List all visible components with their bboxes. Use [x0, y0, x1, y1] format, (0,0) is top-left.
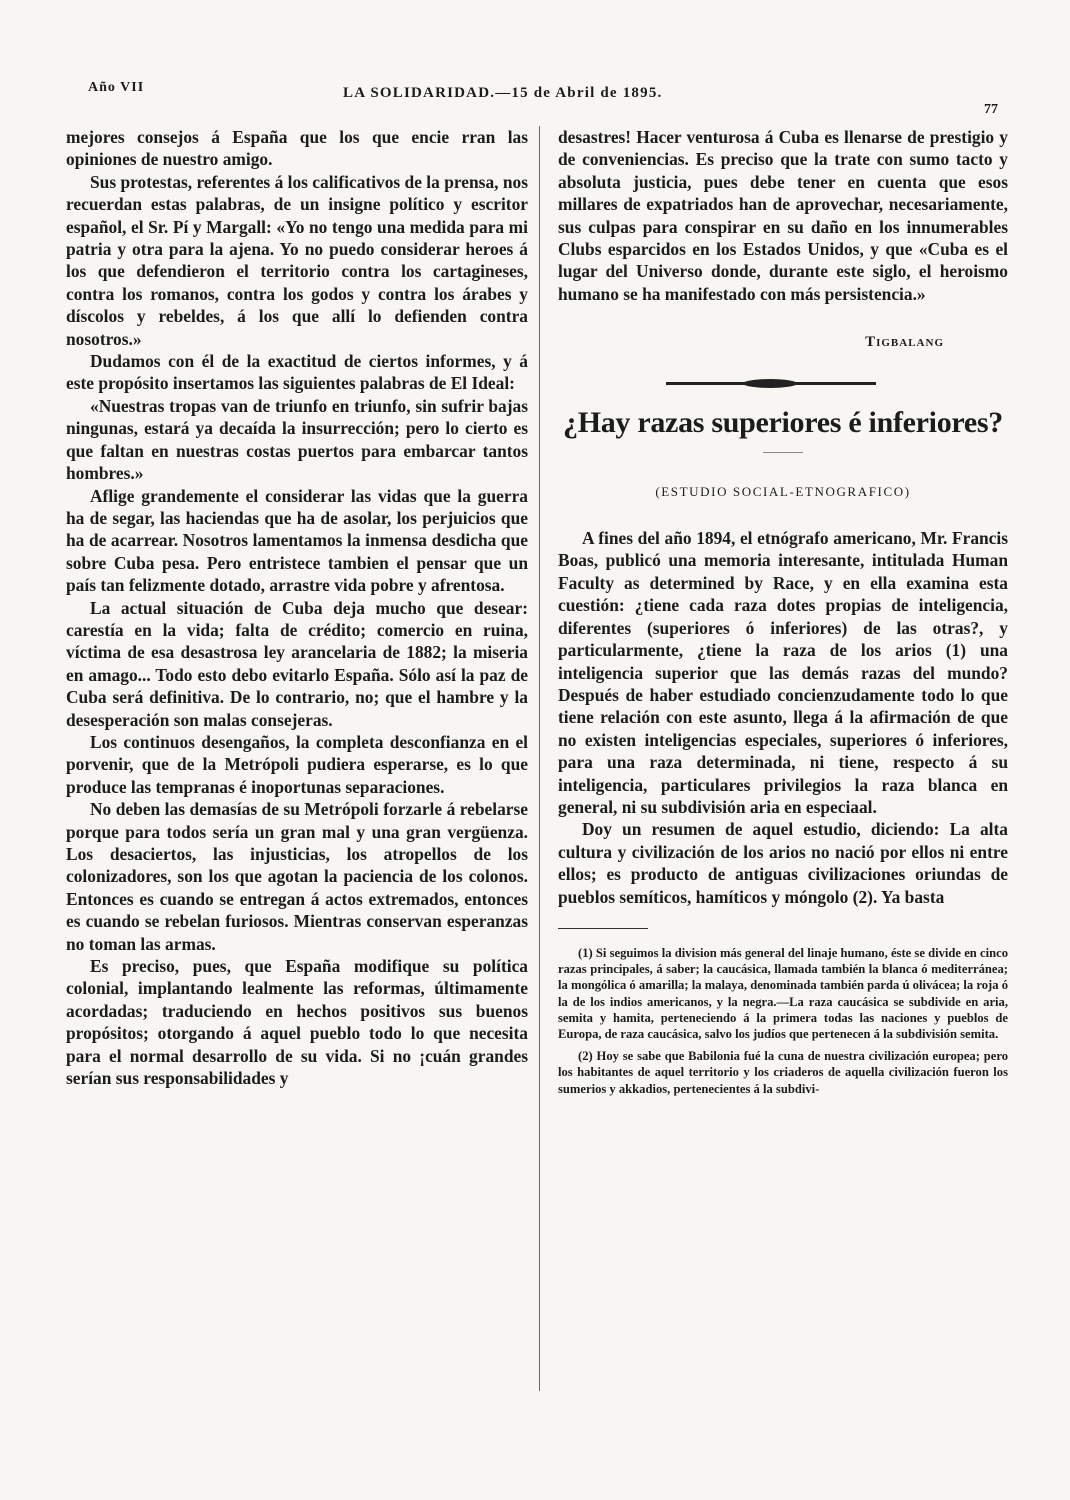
ornament-center [743, 379, 797, 388]
paragraph: Doy un resumen de aquel estudio, diciendo: La alta cultura y civilización de los arios no nació por ellos ni entre ellos; es producto de antiguas civilizaciones oriundas de pueblos semíticos, hamíticos y móngolo (2). Ya basta [558, 819, 1008, 907]
paragraph: Es preciso, pues, que España modifique su política colonial, implantando lealmente las reformas, últimamente acordadas; traduciendo en hechos positivos sus buenos propósitos; otorgando á aquel pueblo todo lo que necesita para el normal desarrollo de su vida. Si no ¡cuán grandes serían sus responsabilidades y [66, 956, 528, 1089]
paragraph: desastres! Hacer venturosa á Cuba es llenarse de prestigio y de conveniencias. Es preciso que la trate con sumo tacto y absoluta justicia, pues debe tener en cuenta que esos millares de expatriados han de aprovechar, necesariamente, sus culpas para conspirar en su daño en los innumerables Clubs esparcidos en los Estados Unidos, y que «Cuba es el lugar del Universo donde, durante este siglo, el heroismo humano se ha manifestado con más persistencia.» [558, 127, 1008, 304]
footnote-rule [558, 928, 648, 929]
paragraph: No deben las demasías de su Metrópoli forzarle á rebelarse porque para todos sería un gran mal y una gran vergüenza. Los desaciertos, las injusticias, los atropellos de los colonizadores, son los que agotan la paciencia de los colonos. Entonces es cuando se entregan á actos extremados, entonces es cuando se rebelan furiosos. Mientras conservan esperanzas no toman las armas. [66, 799, 528, 954]
footnotes [558, 945, 1008, 1097]
paragraph: A fines del año 1894, el etnógrafo americano, Mr. Francis Boas, publicó una memoria interesante, intitulada Human Faculty as determined by Race, y en ella examina esta cuestión: ¿tiene cada raza dotes propias de inteligencia, diferentes (superiores ó inferiores) de las otras?, y particularmente, ¿tiene la raza de los arios (1) una inteligencia superior que las demás razas del mundo? Después de haber estudiado concienzudamente todo lo que tiene relación con este asunto, llega á la afirmación de que no existen inteligencias especiales, superiores ó inferiores, para una raza determinada, ni tiene, respecto á su inteligencia, particulares privilegios la raza blanca en general, ni su subdivisión aria en especiaal. [558, 528, 1008, 817]
footnote: (2) Hoy se sabe que Babilonia fué la cuna de nuestra civilización europea; pero los habitantes de aquel territorio y los criaderos de aquella civilización fueron los sumerios y akkadios, pertenecientes á la subdivi- [558, 1049, 1008, 1096]
footnote: (1) Si seguimos la division más general del linaje humano, éste se divide en cinco razas principales, á saber; la caucásica, llamada también la blanca ó mediterránea; la mongólica ó amarilla; la malaya, denominada también parda ú olivácea; la roja ó la de los indios americanos, y la negra.—La raza caucásica se subdivide en aria, semita y hamita, perteneciendo á la primera todas las naciones y pueblos de Europa, de raza caucásica, salvo los judíos que pertenecen á la subdivisión semita. [558, 945, 1008, 1041]
left-column [66, 126, 528, 1089]
paragraph: Dudamos con él de la exactitud de ciertos informes, y á este propósito insertamos las siguientes palabras de El Ideal: [66, 351, 528, 394]
paragraph: Los continuos desengaños, la completa desconfianza en el porvenir, que de la Metrópoli pudiera esperarse, es lo que produce las tempranas é inoportunas separaciones. [66, 731, 528, 797]
header-year: Año VII [88, 80, 145, 95]
right-column [558, 126, 1008, 1103]
paragraph: mejores consejos á España que los que encie rran las opiniones de nuestro amigo. [66, 127, 528, 170]
title-rule [763, 452, 803, 453]
header-masthead: LA SOLIDARIDAD.—15 de Abril de 1895. [343, 85, 663, 101]
article-title: ¿Hay razas superiores é inferiores? [563, 405, 1003, 439]
column-divider [539, 126, 540, 1391]
paragraph: Aflige grandemente el considerar las vidas que la guerra ha de segar, las haciendas que ha de asolar, los perjuicios que ha de acarrear. Nosotros lamentamos la inmensa desdicha que sobre Cuba pesa. Pero entristece tambien el pensar que un país tan felizmente dotado, arrastre vida pobre y afrentosa. [66, 485, 528, 596]
page-number: 77 [984, 102, 998, 117]
author-signature: Tigbalang [865, 334, 944, 351]
paragraph: «Nuestras tropas van de triunfo en triunfo, sin sufrir bajas ningunas, estará ya decaída la insurrección; pero lo cierto es que faltan en nuestras costas puertos para embarcar tantos hombres.» [66, 395, 528, 484]
page-header [88, 80, 998, 120]
article-subtitle: (ESTUDIO SOCIAL-ETNOGRAFICO) [655, 483, 911, 499]
paragraph: Sus protestas, referentes á los calificativos de la prensa, nos recuerdan estas palabras, de un insigne político y escritor español, el Sr. Pí y Margall: «Yo no tengo una medida para mi patria y otra para la ajena. Yo no puedo considerar heroes á los que defendieron el territorio contra los cartagineses, contra los romanos, contra los godos y contra los árabes y díscolos y rebeldes, á los que allí lo defienden contra nosotros.» [66, 171, 528, 349]
ornament-divider [558, 374, 1008, 396]
paragraph: La actual situación de Cuba deja mucho que desear: carestía en la vida; falta de crédito; comercio en ruina, víctima de esa desastrosa ley arancelaria de 1882; la miseria en amago... Todo esto debo evitarlo España. Sólo así la paz de Cuba será definitiva. De lo contrario, no; que el hambre y la desesperación son malas consejeras. [66, 597, 528, 730]
